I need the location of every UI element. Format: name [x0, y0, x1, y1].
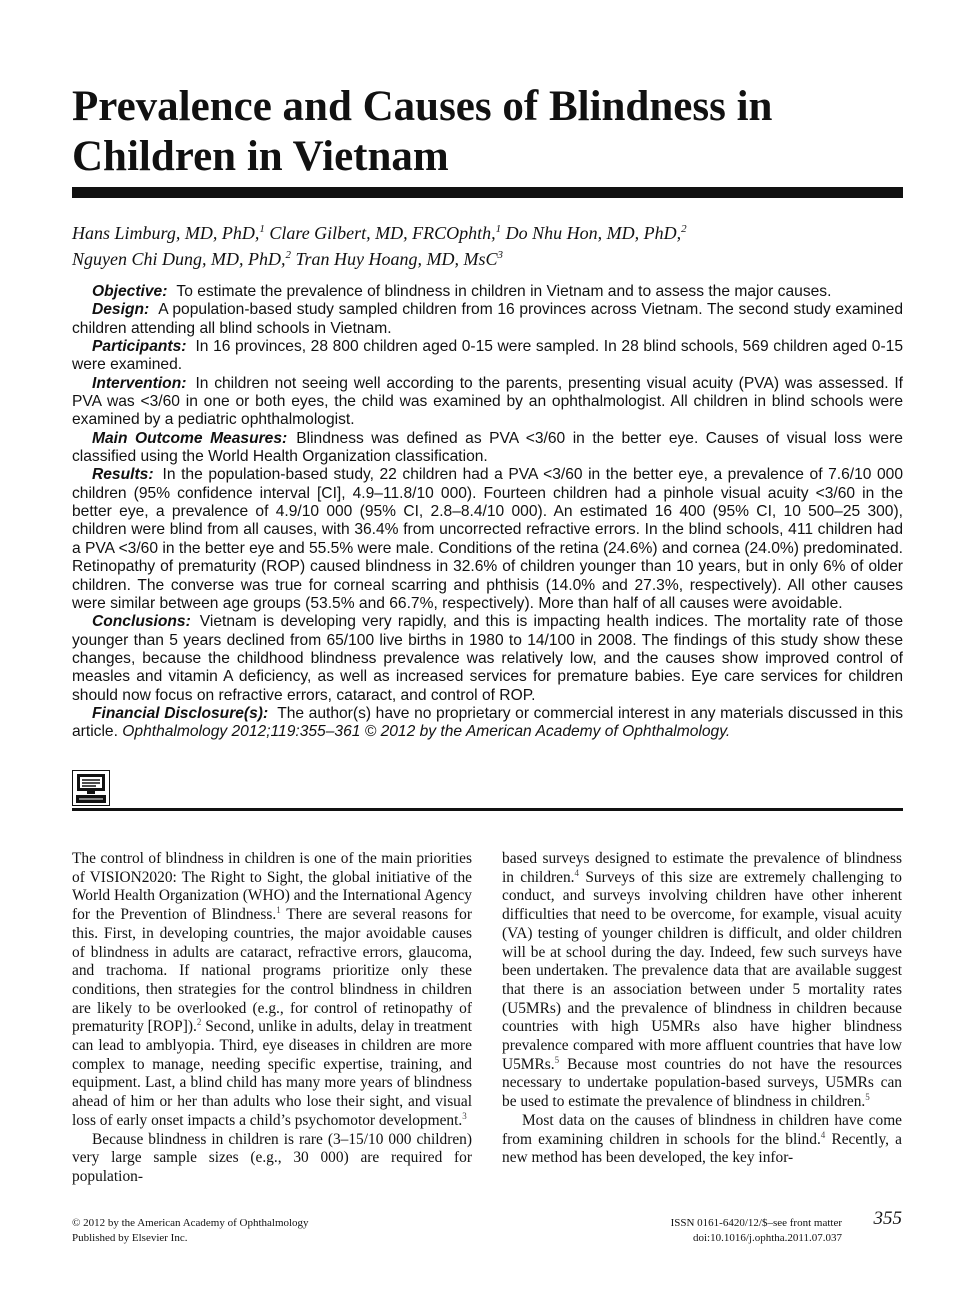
section-text: The author(s) have no proprietary or commercial interest in any materials discussed in this article.: [72, 704, 903, 741]
computer-monitor-icon: [72, 770, 110, 806]
reference-mark: 5: [554, 1054, 560, 1065]
reference-mark: 2: [196, 1017, 202, 1028]
body-paragraph: [502, 1112, 902, 1168]
affiliation-mark: 2: [681, 223, 687, 235]
author-name: Nguyen Chi Dung, MD, PhD,: [72, 249, 286, 269]
body-column-left: [72, 850, 472, 1187]
author-line-1: [72, 218, 903, 244]
section-label: Participants:: [92, 338, 187, 356]
doi-line: doi:10.1016/j.ophtha.2011.07.037: [692, 1232, 842, 1244]
reference-mark: 4: [574, 867, 580, 878]
footer-right: [620, 1216, 842, 1246]
section-text: In children not seeing well according to the parents, presenting visual acuity (PVA) was assessed. If PVA was <3/60 in one or both eyes, the child was examined by an ophthalmologist. All children in blind schools were examined by a pediatric ophthalmologist.: [72, 374, 903, 429]
section-label: Financial Disclosure(s):: [92, 704, 269, 722]
author-name: Tran Huy Hoang, MD, MsC: [295, 249, 498, 269]
abstract-participants: [72, 338, 903, 375]
abstract-disclosure: [72, 705, 903, 742]
abstract-outcome: [72, 430, 903, 467]
footer-left: [72, 1216, 309, 1246]
body-text: based surveys designed to estimate the prevalence of blindness in children.: [502, 850, 902, 886]
citation: Ophthalmology 2012;119:355–361 © 2012 by the American Academy of Ophthalmology.: [122, 723, 731, 741]
body-text: Surveys of this size are extremely challenging to conduct, and surveys involving children have other inherent difficulties that need to be overcome, for example, visual acuity (VA) testing of younger children is difficult, and older children will be at school during the day. Indeed, few such surveys have been undertaken. The prevalence data that are available suggest that there is an association between under 5 mortality rates (U5MRs) and the prevalence of blindness in children because countries with high U5MRs also have higher blindness prevalence compared with more affluent countries that have low U5MRs.: [502, 868, 902, 1073]
body-text: There are several reasons for this. First, in developing countries, the major avoidable causes of blindness in adults are cataract, refractive errors, glaucoma, and trachoma. If national programs prioritize only these conditions, then strategies for the control blindness in children are likely to be overlooked (e.g., for control of retinopathy of prematurity [ROP]).: [72, 906, 472, 1036]
author-name: Hans Limburg, MD, PhD,: [72, 223, 260, 243]
section-text: Vietnam is developing very rapidly, and this is impacting health indices. The mortality rate of those younger than 5 years declined from 65/100 live births in 1980 to 14/100 in 2008. The findings of this study show these changes, because the childhood blindness prevalence was relatively low, and the causes show improved control of measles and vitamin A deficiency, as well as increased services for premature babies. Eye care services for children should now focus on refractive errors, cataract, and control of ROP.: [72, 613, 903, 704]
body-paragraph: [72, 850, 472, 1131]
title-rule: [72, 187, 903, 198]
body-text: Second, unlike in adults, delay in treatment can lead to amblyopia. Third, eye diseases in children are more complex to manage, needing specific expertise, training, and equipment. Last, a blind child has many more years of blindness ahead of him or her than adults who lose their sight, and visual loss of early onset impacts a child’s psychomotor development.: [72, 1018, 472, 1129]
article-title: Prevalence and Causes of Blindness in Children in Vietnam: [72, 83, 773, 180]
copyright-line: © 2012 by the American Academy of Ophthalmology: [72, 1217, 309, 1229]
author-name: Do Nhu Hon, MD, PhD,: [505, 223, 682, 243]
section-text: Blindness was defined as PVA <3/60 in the better eye. Causes of visual loss were classified using the World Health Organization classification.: [72, 429, 903, 466]
section-text: In 16 provinces, 28 800 children aged 0-15 were sampled. In 28 blind schools, 569 children aged 0-15 were examined.: [72, 338, 903, 374]
reference-mark: 5: [865, 1092, 870, 1103]
section-label: Intervention:: [92, 374, 187, 392]
abstract-objective: [72, 283, 903, 301]
abstract: [72, 283, 903, 742]
affiliation-mark: 1: [495, 223, 502, 235]
section-label: Main Outcome Measures:: [92, 429, 288, 447]
abstract-intervention: [72, 375, 903, 430]
affiliation-mark: 3: [497, 249, 503, 261]
affiliation-mark: 2: [285, 249, 291, 261]
abstract-rule: [72, 808, 903, 811]
body-text: Most data on the causes of blindness in children have come from examining children in schools for the blind.: [502, 1111, 902, 1148]
body-paragraph: [502, 850, 902, 1112]
abstract-conclusions: [72, 613, 903, 705]
reference-mark: 3: [462, 1110, 467, 1121]
section-text: A population-based study sampled children from 16 provinces across Vietnam. The second study examined children attending all blind schools in Vietnam.: [72, 301, 903, 337]
author-line-2: [72, 244, 903, 270]
reference-mark: 1: [276, 904, 281, 915]
author-list: [72, 218, 903, 270]
author-name: Clare Gilbert, MD, FRCOphth,: [269, 223, 496, 243]
page-number: 355: [873, 1208, 902, 1229]
abstract-results: [72, 466, 903, 613]
publisher-line: Published by Elsevier Inc.: [72, 1232, 188, 1244]
abstract-design: [72, 301, 903, 338]
section-label: Results:: [92, 466, 154, 484]
section-label: Objective:: [92, 283, 168, 300]
body-column-right: [502, 850, 902, 1168]
section-text: In the population-based study, 22 children had a PVA <3/60 in the better eye, a prevalence of 7.6/10 000 children (95% confidence interval [CI], 4.9–11.8/10 000). Fourteen children had a pinhole visual acuity <3/60 in the better eye, a prevalence of 4.9/10 000 (95% CI, 2.8–8.4/10 000). An estimated 16 400 (95% CI, 10 500–25 300), children were blind from all causes, with 36.4% from uncorrected refractive errors. In the blind schools, 411 children had a PVA <3/60 in the better eye and 55.5% were male. Conditions of the retina (24.6%) and cornea (24.0%) predominated. Retinopathy of prematurity (ROP) caused blindness in 32.6% of children younger than 10 years, but in only 6% of older children. The converse was true for corneal scarring and phthisis (14.0% and 27.3%, respectively). All other causes were similar between age groups (53.5% and 66.7%, respectively). More than half of all causes were avoidable.: [72, 466, 903, 612]
body-text: The control of blindness in children is one of the main priorities of VISION2020: The Right to Sight, the global initiative of the World Health Organization (WHO) and the International Agency for the Prevention of Blindness.: [72, 850, 472, 924]
issn-line: ISSN 0161-6420/12/$–see front matter: [670, 1217, 842, 1229]
body-text: Because most countries do not have the resources necessary to undertake population-based surveys, U5MRs can be used to estimate the prevalence of blindness in children.: [502, 1055, 902, 1111]
body-text: Recently, a new method has been developed, the key infor-: [502, 1130, 902, 1167]
reference-mark: 4: [820, 1129, 826, 1140]
section-label: Design:: [92, 301, 150, 319]
affiliation-mark: 1: [259, 223, 265, 235]
body-paragraph: Because blindness in children is rare (3–15/10 000 children) very large sample sizes (e.g., 30 000) are required for population-: [72, 1130, 472, 1185]
section-label: Conclusions:: [92, 613, 191, 631]
section-text: To estimate the prevalence of blindness in children in Vietnam and to assess the major causes.: [176, 283, 832, 300]
